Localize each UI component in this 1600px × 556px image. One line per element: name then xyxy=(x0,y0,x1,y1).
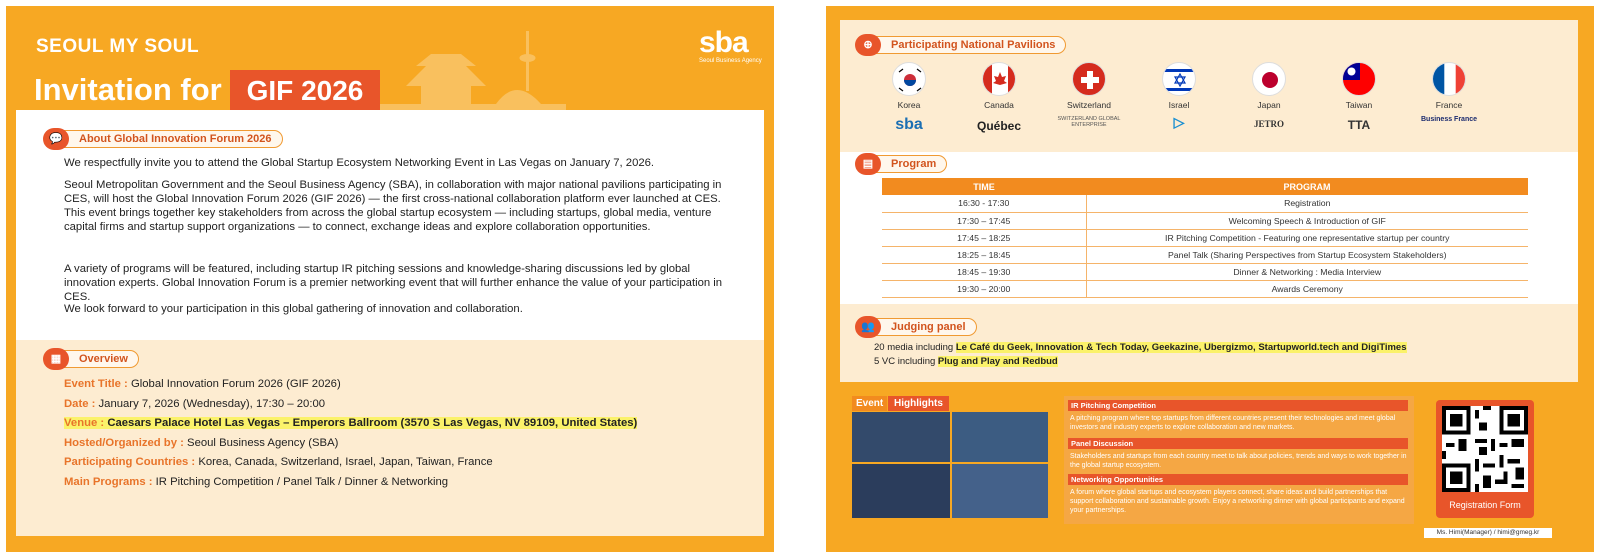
overview-programs: Main Programs : IR Pitching Competition / Panel Talk / Dinner & Networking xyxy=(64,476,449,488)
korea-flag-icon xyxy=(892,62,926,96)
israel-ministry-logo-icon: ▷ xyxy=(1173,114,1185,130)
overview-event-title: Event Title : Global Innovation Forum 2026 (GIF 2026) xyxy=(64,378,341,390)
switzerland-flag-icon xyxy=(1072,62,1106,96)
judging-media: 20 media including Le Café du Geek, Innovation & Tech Today, Geekazine, Ubergizmo, Startupworld.tech and DigiTimes xyxy=(874,342,1407,353)
program-header-row xyxy=(882,178,1528,195)
sba-logo-subtitle: Seoul Business Agency xyxy=(699,58,762,64)
taiwan-tta-logo: TTA xyxy=(1347,118,1371,132)
people-icon: 👥 xyxy=(855,316,881,338)
france-flag-icon xyxy=(1432,62,1466,96)
pavilion-country-israel: Israel xyxy=(1168,100,1190,110)
highlight-body-ir: A pitching program where top startups from different countries present their technologies and meet global investors and industry experts to explore collaboration and new markets. xyxy=(1070,415,1396,431)
title-prefix: Invitation for xyxy=(34,72,222,107)
table-row: 18:45 – 19:30 Dinner & Networking : Media Interview xyxy=(882,263,1528,280)
switzerland-s-ge-logo: SWITZERLAND GLOBAL ENTERPRISE xyxy=(1057,116,1121,128)
overview-countries: Participating Countries : Korea, Canada, Switzerland, Israel, Japan, Taiwan, France xyxy=(64,456,493,468)
pavilion-country-taiwan: Taiwan xyxy=(1345,100,1373,110)
pavilion-country-canada: Canada xyxy=(984,100,1014,110)
pavilion-country-france: France xyxy=(1435,100,1463,110)
judging-vc: 5 VC including Plug and Play and Redbud xyxy=(874,356,1058,367)
taiwan-flag-icon xyxy=(1342,62,1376,96)
judging-heading: 👥 Judging panel xyxy=(856,318,977,336)
program-table xyxy=(882,178,1528,298)
sba-logo: sba xyxy=(699,26,748,59)
highlight-title-ir: IR Pitching Competition xyxy=(1068,400,1408,411)
event-photo xyxy=(952,464,1048,518)
israel-flag-icon xyxy=(1162,62,1196,96)
about-heading: 💬 About Global Innovation Forum 2026 xyxy=(44,130,283,148)
table-row: 16:30 - 17:30 Registration xyxy=(882,195,1528,212)
canada-quebec-logo: Québec xyxy=(976,119,1021,133)
korea-sba-logo: sba xyxy=(895,116,923,133)
event-photo xyxy=(852,464,950,518)
highlight-body-networking: A forum where global startups and ecosystem players connect, share ideas and build partnerships that support collaboration and sustainable growth. Enjoy a networking dinner with global participants and expand your partnerships. xyxy=(1070,489,1405,514)
about-paragraph-3: A variety of programs will be featured, including startup IR pitching sessions and knowledge-sharing discussions led by global innovation experts. Global Innovation Forum is a premier networking event that will further enhance the value of your participation in CES. xyxy=(64,263,723,303)
table-row: 19:30 – 20:00 Awards Ceremony xyxy=(882,280,1528,297)
globe-icon: ⊕ xyxy=(855,34,881,56)
registration-form-label: Registration Form xyxy=(1449,500,1521,510)
calendar-icon: ▦ xyxy=(43,348,69,370)
title-highlight: GIF 2026 xyxy=(230,70,380,112)
event-photo xyxy=(952,412,1048,462)
program-heading: ▤ Program xyxy=(856,155,947,173)
highlight-title-panel: Panel Discussion xyxy=(1068,438,1408,449)
contact-info: Ms. Himi(Manager) / himi@gmeg.kr xyxy=(1424,528,1552,538)
registration-qr-code[interactable] xyxy=(1442,406,1528,492)
japan-jetro-logo: JETRO xyxy=(1253,119,1284,129)
program-col-time: TIME xyxy=(882,178,1086,195)
seoul-my-soul-logo: SEOUL MY SOUL xyxy=(36,36,200,57)
about-paragraph-2: Seoul Metropolitan Government and the Seoul Business Agency (SBA), in collaboration with major national pavilions participating in CES, will host the Global Innovation Forum 2026 (GIF 2026) — the first cross-national collaboration platform ever launched at CES. This event brings together key stakeholders from across the global startup ecosystem — including startups, global media, venture capital firms and startup support organizations — to connect, exchange ideas and explore collaboration opportunities. xyxy=(64,179,722,233)
highlights-event-label: Event xyxy=(852,396,887,411)
canada-flag-icon xyxy=(982,62,1016,96)
event-photo xyxy=(852,412,950,462)
program-card xyxy=(826,6,1594,552)
invitation-card xyxy=(6,6,774,552)
document-icon: ▤ xyxy=(855,153,881,175)
pavilions-heading: ⊕ Participating National Pavilions xyxy=(856,36,1066,54)
pavilion-country-korea: Korea xyxy=(897,100,921,110)
overview-venue: Venue : Caesars Palace Hotel Las Vegas – Emperors Ballroom (3570 S Las Vegas, NV 89109, United States) xyxy=(64,417,638,429)
france-business-france-logo: Business France xyxy=(1420,116,1478,123)
table-row: 17:45 – 18:25 IR Pitching Competition - Featuring one representative startup per country xyxy=(882,229,1528,246)
overview-host: Hosted/Organized by : Seoul Business Agency (SBA) xyxy=(64,437,339,449)
highlight-body-panel: Stakeholders and startups from each country meet to talk about policies, trends and ways to work together in the global startup ecosystem. xyxy=(1070,453,1407,469)
about-paragraph-1: We respectfully invite you to attend the Global Startup Ecosystem Networking Event in Las Vegas on January 7, 2026. xyxy=(64,157,655,169)
highlight-title-networking: Networking Opportunities xyxy=(1068,474,1408,485)
japan-flag-icon xyxy=(1252,62,1286,96)
pavilion-country-japan: Japan xyxy=(1257,100,1281,110)
highlights-title: Highlights xyxy=(888,396,949,411)
overview-heading: ▦ Overview xyxy=(44,350,139,368)
about-paragraph-4: We look forward to your participation in this global gathering of innovation and collaboration. xyxy=(64,303,523,315)
pavilion-country-switzerland: Switzerland xyxy=(1067,100,1111,110)
program-col-program: PROGRAM xyxy=(1086,178,1528,195)
overview-date: Date : January 7, 2026 (Wednesday), 17:30 – 20:00 xyxy=(64,398,326,410)
chat-icon: 💬 xyxy=(43,128,69,150)
seoul-skyline-illustration xyxy=(366,26,566,111)
table-row: 18:25 – 18:45 Panel Talk (Sharing Perspectives from Startup Ecosystem Stakeholders) xyxy=(882,246,1528,263)
table-row: 17:30 – 17:45 Welcoming Speech & Introduction of GIF xyxy=(882,212,1528,229)
